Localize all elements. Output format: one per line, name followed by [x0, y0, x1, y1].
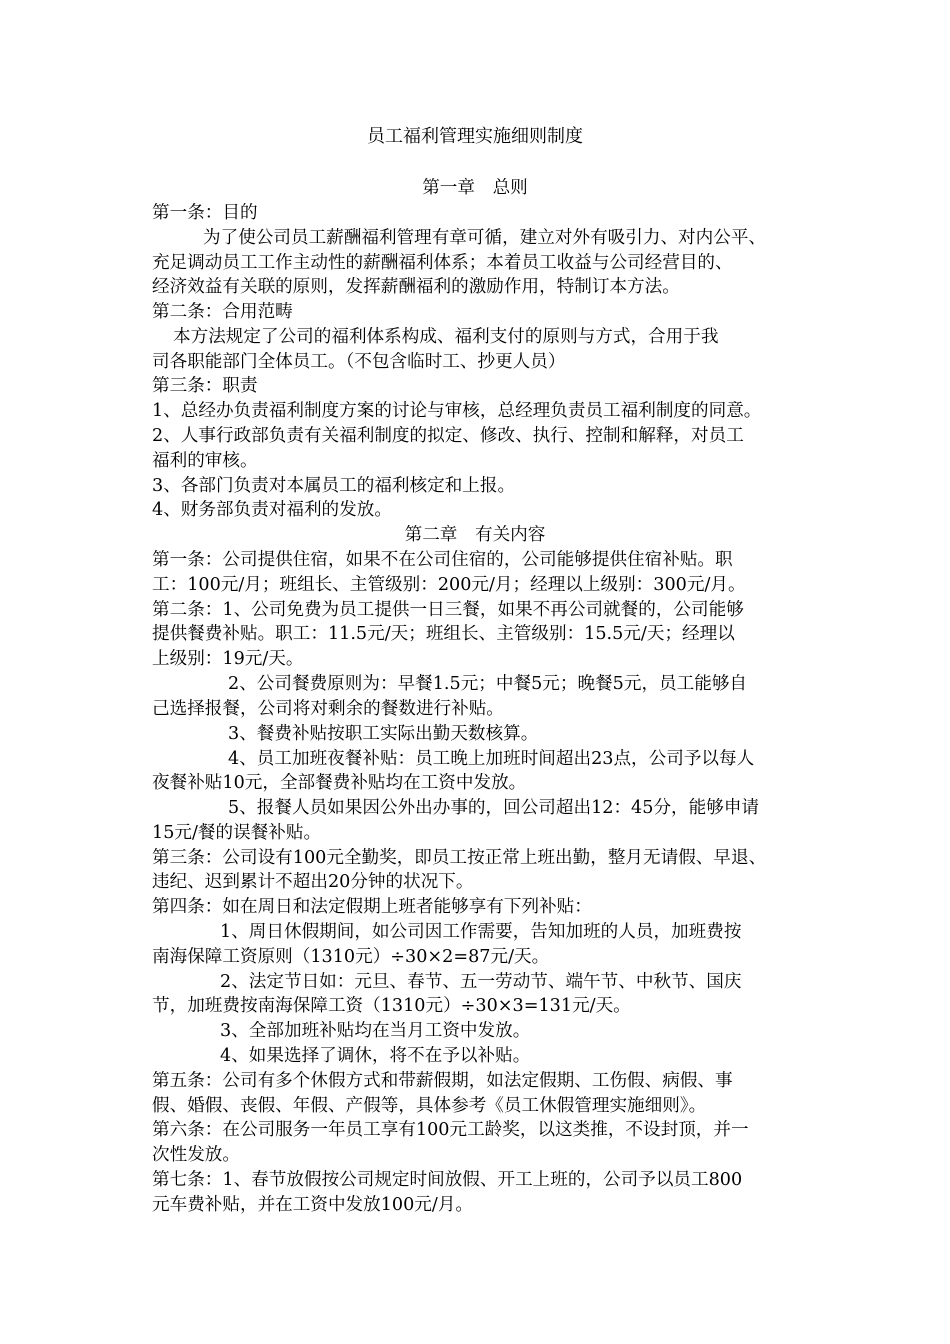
document-title: 员工福利管理实施细则制度	[367, 126, 583, 147]
paragraph-line: 3、各部门负责对本属员工的福利核定和上报。	[152, 476, 516, 496]
paragraph-line: 2、人事行政部负责有关福利制度的拟定、修改、执行、控制和解释，对员工	[152, 426, 744, 446]
paragraph-line: 经济效益有关联的原则，发挥薪酬福利的激励作用，特制订本方法。	[152, 277, 680, 297]
paragraph-line: 本方法规定了公司的福利体系构成、福利支付的原则与方式，合用于我	[173, 327, 719, 347]
paragraph-line: 第六条：在公司服务一年员工享有100元工龄奖，以这类推，不设封顶，并一	[152, 1120, 749, 1140]
paragraph-line: 提供餐费补贴。职工：11.5元/天；班组长、主管级别：15.5元/天；经理以	[152, 624, 735, 644]
paragraph-line: 南海保障工资原则（1310元）÷30×2=87元/天。	[152, 947, 550, 967]
paragraph-line: 上级别：19元/天。	[152, 649, 304, 669]
paragraph-line: 4、如果选择了调休，将不在予以补贴。	[220, 1046, 531, 1066]
paragraph-line: 第五条：公司有多个休假方式和带薪假期，如法定假期、工伤假、病假、事	[152, 1071, 733, 1091]
paragraph-line: 次性发放。	[152, 1145, 240, 1165]
paragraph-line: 为了使公司员工薪酬福利管理有章可循，建立对外有吸引力、对内公平、	[203, 228, 767, 248]
paragraph-line: 3、餐费补贴按职工实际出勤天数核算。	[228, 724, 539, 744]
paragraph-line: 2、法定节日如：元旦、春节、五一劳动节、端午节、中秋节、国庆	[220, 972, 742, 992]
article-heading: 第三条：职责	[152, 376, 258, 396]
paragraph-line: 1、周日休假期间，如公司因工作需要，告知加班的人员，加班费按	[220, 922, 742, 942]
paragraph-line: 假、婚假、丧假、年假、产假等，具体参考《员工休假管理实施细则》。	[152, 1096, 707, 1116]
paragraph-line: 3、全部加班补贴均在当月工资中发放。	[220, 1021, 531, 1041]
paragraph-line: 己选择报餐，公司将对剩余的餐数进行补贴。	[152, 699, 504, 719]
chapter-1-heading: 第一章 总则	[422, 178, 528, 198]
article-heading: 第二条：合用范畴	[152, 302, 293, 322]
article-heading: 第一条：目的	[152, 203, 258, 223]
paragraph-line: 第一条：公司提供住宿，如果不在公司住宿的，公司能够提供住宿补贴。职	[152, 550, 733, 570]
paragraph-line: 司各职能部门全体员工。（不包含临时工、抄更人员）	[152, 352, 566, 372]
paragraph-line: 第七条：1、春节放假按公司规定时间放假、开工上班的，公司予以员工800	[152, 1170, 743, 1190]
paragraph-line: 2、公司餐费原则为：早餐1.5元；中餐5元；晚餐5元，员工能够自	[228, 674, 748, 694]
paragraph-line: 4、财务部负责对福利的发放。	[152, 500, 392, 520]
paragraph-line: 4、员工加班夜餐补贴：员工晚上加班时间超出23点，公司予以每人	[228, 749, 755, 769]
paragraph-line: 工：100元/月；班组长、主管级别：200元/月；经理以上级别：300元/月。	[152, 575, 746, 595]
paragraph-line: 5、报餐人员如果因公外出办事的，回公司超出12：45分，能够申请	[228, 798, 760, 818]
paragraph-line: 福利的审核。	[152, 451, 258, 471]
paragraph-line: 第三条：公司设有100元全勤奖，即员工按正常上班出勤，整月无请假、早退、	[152, 848, 767, 868]
chapter-2-heading: 第二章 有关内容	[404, 525, 546, 545]
paragraph-line: 第二条：1、公司免费为员工提供一日三餐，如果不再公司就餐的，公司能够	[152, 600, 744, 620]
paragraph-line: 元车费补贴，并在工资中发放100元/月。	[152, 1195, 474, 1215]
paragraph-line: 第四条：如在周日和法定假期上班者能够享有下列补贴：	[152, 897, 592, 917]
paragraph-line: 1、总经办负责福利制度方案的讨论与审核，总经理负责员工福利制度的同意。	[152, 401, 762, 421]
paragraph-line: 15元/餐的误餐补贴。	[152, 823, 322, 843]
paragraph-line: 节，加班费按南海保障工资（1310元）÷30×3=131元/天。	[152, 996, 631, 1016]
paragraph-line: 违纪、迟到累计不超出20分钟的状况下。	[152, 872, 474, 892]
paragraph-line: 夜餐补贴10元，全部餐费补贴均在工资中发放。	[152, 773, 527, 793]
paragraph-line: 充足调动员工工作主动性的薪酬福利体系；本着员工收益与公司经营目的、	[152, 253, 733, 273]
